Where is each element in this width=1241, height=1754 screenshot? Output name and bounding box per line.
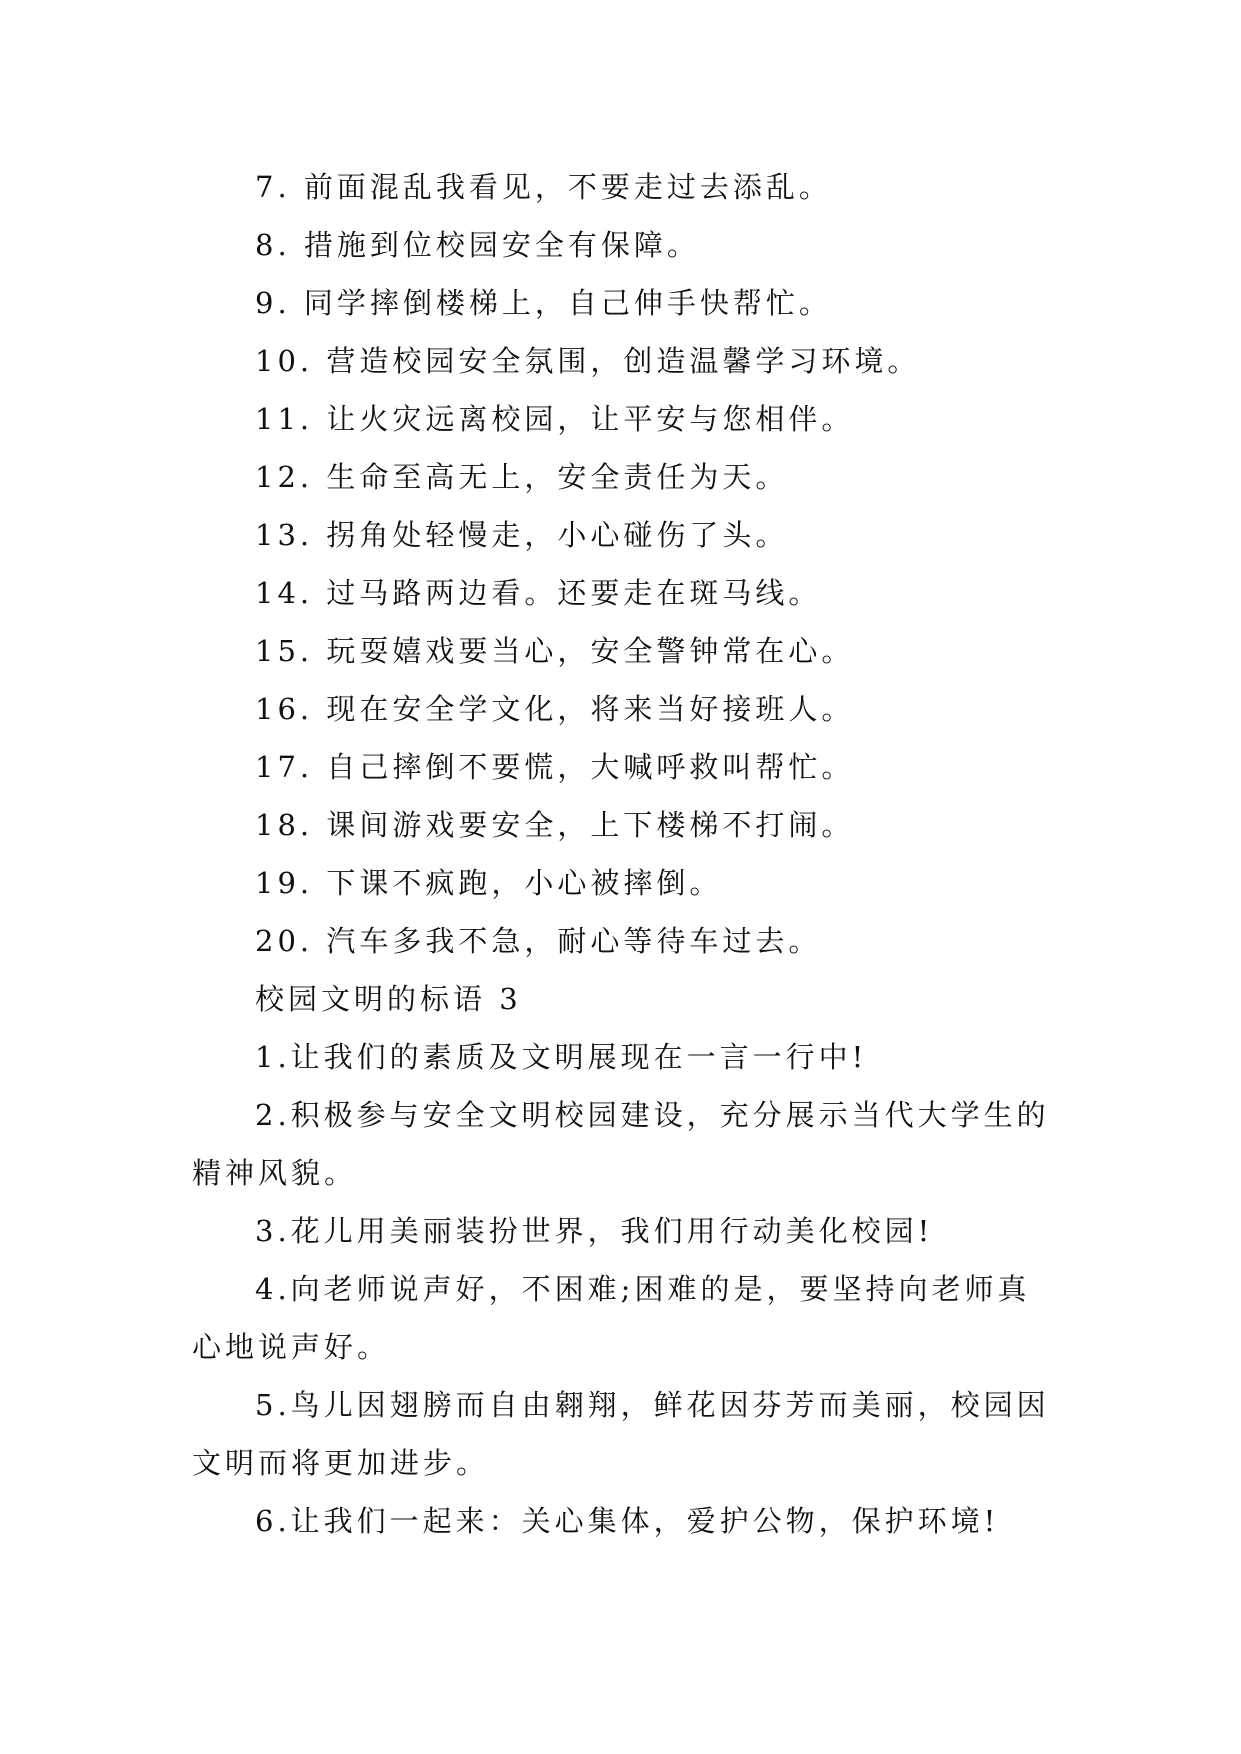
slogan-item: 4.向老师说声好，不困难;困难的是，要坚持向老师真 (255, 1272, 1031, 1306)
slogan-item-continuation: 文明而将更加进步。 (192, 1446, 490, 1480)
list-item: 8. 措施到位校园安全有保障。 (255, 228, 700, 262)
list-item: 7. 前面混乱我看见，不要走过去添乱。 (255, 170, 832, 204)
list-item: 17. 自己摔倒不要慌，大喊呼救叫帮忙。 (255, 750, 855, 784)
section-heading: 校园文明的标语 3 (255, 982, 522, 1016)
list-item: 19. 下课不疯跑，小心被摔倒。 (255, 866, 723, 900)
slogan-item-continuation: 心地说声好。 (192, 1330, 391, 1364)
slogan-item: 3.花儿用美丽装扮世界，我们用行动美化校园! (255, 1214, 934, 1248)
list-item: 14. 过马路两边看。还要走在斑马线。 (255, 576, 822, 610)
list-item: 13. 拐角处轻慢走，小心碰伤了头。 (255, 518, 789, 552)
slogan-item-continuation: 精神风貌。 (192, 1156, 358, 1190)
list-item: 10. 营造校园安全氛围，创造温馨学习环境。 (255, 344, 921, 378)
slogan-item: 5.鸟儿因翅膀而自由翱翔，鲜花因芬芳而美丽，校园因 (255, 1388, 1050, 1422)
list-item: 20. 汽车多我不急，耐心等待车过去。 (255, 924, 822, 958)
list-item: 11. 让火灾远离校园，让平安与您相伴。 (255, 402, 855, 436)
slogan-item: 1.让我们的素质及文明展现在一言一行中! (255, 1040, 868, 1074)
list-item: 15. 玩耍嬉戏要当心，安全警钟常在心。 (255, 634, 855, 668)
slogan-item: 2.积极参与安全文明校园建设，充分展示当代大学生的 (255, 1098, 1050, 1132)
list-item: 12. 生命至高无上，安全责任为天。 (255, 460, 789, 494)
slogan-item: 6.让我们一起来：关心集体，爱护公物，保护环境! (255, 1504, 1000, 1538)
list-item: 16. 现在安全学文化，将来当好接班人。 (255, 692, 855, 726)
list-item: 18. 课间游戏要安全，上下楼梯不打闹。 (255, 808, 855, 842)
list-item: 9. 同学摔倒楼梯上，自己伸手快帮忙。 (255, 286, 832, 320)
